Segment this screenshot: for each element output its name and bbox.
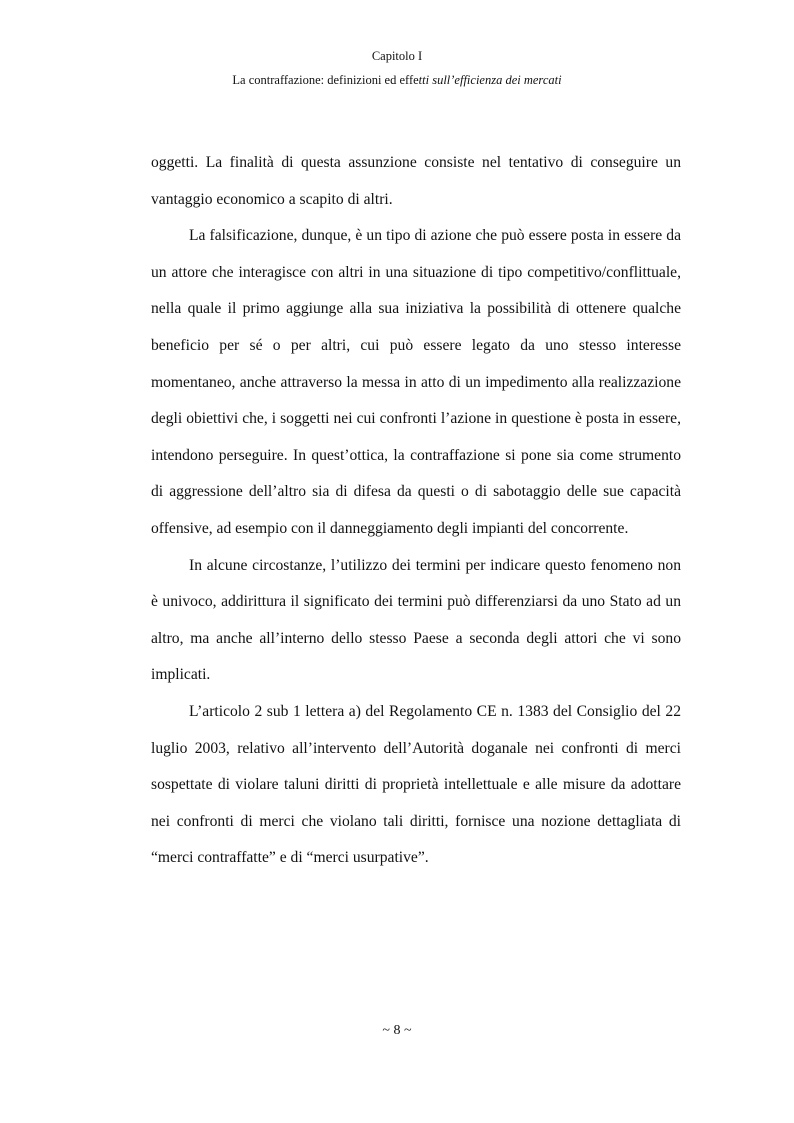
running-head-title-italic: tti sull’efficienza dei mercati bbox=[418, 73, 562, 87]
paragraph-1: oggetti. La finalità di questa assunzione consiste nel tentativo di conseguire un vantaggio economico a scapito di altri. bbox=[151, 154, 681, 208]
paragraph-2: La falsificazione, dunque, è un tipo di azione che può essere posta in essere da un attore che interagisce con altri in una situazione di tipo competitivo/conflittuale, nella quale il primo aggiunge alla sua iniziativa la possibilità di ottenere qualche beneficio per sé o per altri, cui può essere legato da uno stesso interesse momentaneo, anche attraverso la messa in atto di un impedimento alla realizzazione degli obiettivi che, i soggetti nei cui confronti l’azione in questione è posta in essere, intendono perseguire. In quest’ottica, la contraffazione si pone sia come strumento di aggressione dell’altro sia di difesa da questi o di sabotaggio delle sue capacità offensive, ad esempio con il danneggiamento degli impianti del concorrente. bbox=[151, 227, 681, 537]
running-head-title bbox=[0, 73, 794, 88]
running-head-chapter: Capitolo I bbox=[371, 49, 423, 63]
paragraph-4: L’articolo 2 sub 1 lettera a) del Regolamento CE n. 1383 del Consiglio del 22 luglio 2003, relativo all’intervento dell’Autorità doganale nei confronti di merci sospettate di violare taluni diritti di proprietà intellettuale e alle misure da adottare nei confronti di merci che violano tali diritti, fornisce una nozione dettagliata di “merci contraffatte” e di “merci usurpative”. bbox=[151, 702, 681, 867]
running-head-title-regular: La contraffazione: definizioni ed effe bbox=[232, 73, 419, 87]
page-number: ~ 8 ~ bbox=[382, 1023, 412, 1038]
body-text bbox=[151, 145, 681, 877]
paragraph-3: In alcune circostanze, l’utilizzo dei termini per indicare questo fenomeno non è univoco, addirittura il significato dei termini può differenziarsi da uno Stato ad un altro, ma anche all’interno dello stesso Paese a seconda degli attori che vi sono implicati. bbox=[151, 556, 681, 684]
